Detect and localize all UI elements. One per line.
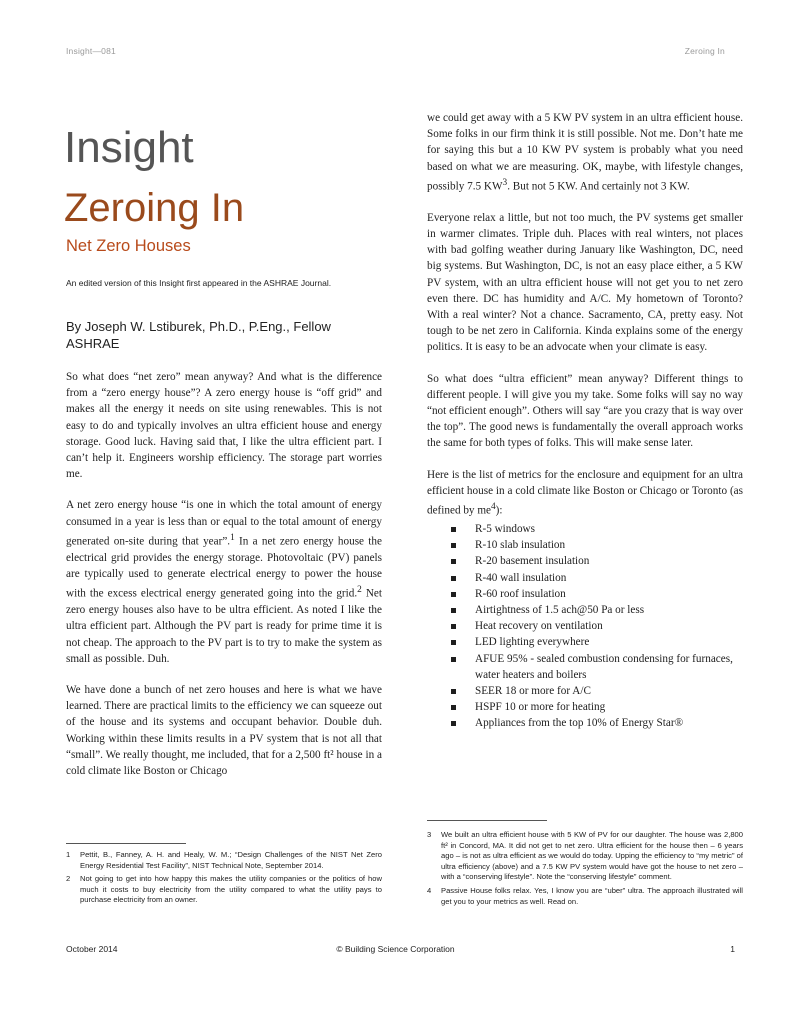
- metric-item: R-40 wall insulation: [475, 570, 743, 586]
- footnote-text: We built an ultra efficient house with 5 KW of PV for our daughter. The house was 2,800 ft² in Concord, MA. It did not get to net zero. Ultra efficient for the house then – 6 years ago – is not as ultra efficient as we would do today. Upping the efficiency to “my metric” of ultra efficiency (above) and a 7.5 KW PV system would have got the house to net zero – with a “conserving lifestyle”. Note the “conserving lifestyle” comment.: [441, 830, 743, 882]
- metric-item: R-10 slab insulation: [475, 537, 743, 553]
- footnote-item: [427, 830, 743, 883]
- running-header-left: Insight—081: [66, 46, 116, 56]
- running-header-right: Zeroing In: [684, 46, 725, 56]
- page-title: Insight: [64, 123, 194, 172]
- paragraph-4: [427, 110, 743, 195]
- footnote-ref-3[interactable]: 3: [502, 177, 508, 188]
- metric-item: SEER 18 or more for A/C: [475, 683, 743, 699]
- metric-item: Heat recovery on ventilation: [475, 618, 743, 634]
- paragraph-7-text-a: Here is the list of metrics for the enclosure and equipment for an ultra efficient house in a cold climate like Boston or Chicago or Toronto (as defined by me: [427, 468, 743, 517]
- footnote-number: 2: [66, 874, 71, 884]
- footnote-item: [427, 886, 743, 907]
- metric-item: Appliances from the top 10% of Energy Star®: [475, 715, 743, 731]
- footnote-text: Pettit, B., Fanney, A. H. and Healy, W. M.; “Design Challenges of the NIST Net Zero Energy Residential Test Facility”, NIST Technical Note, September 2014.: [80, 850, 382, 870]
- metric-item: R-20 basement insulation: [475, 553, 743, 569]
- page-number: 1: [730, 944, 735, 954]
- paragraph-2-text-c: Net zero energy houses also have to be ultra efficient. As noted I like the ultra efficient part. Although the PV part is ready for prime time it is not cheap. The approach to the PV part is to try to make the system as small as possible. Duh.: [66, 587, 383, 665]
- footnote-item: [66, 874, 382, 906]
- right-column: [427, 110, 743, 732]
- article-subtitle: Net Zero Houses: [66, 237, 191, 255]
- left-column: [66, 369, 382, 794]
- metric-item: AFUE 95% - sealed combustion condensing for furnaces, water heaters and boilers: [475, 651, 743, 683]
- paragraph-7: [427, 467, 743, 519]
- footnotes-left: [66, 850, 382, 909]
- footnote-item: [66, 850, 382, 871]
- paragraph-4-text-b: . But not 5 KW. And certainly not 3 KW.: [507, 180, 690, 193]
- author-byline: By Joseph W. Lstiburek, Ph.D., P.Eng., Fellow ASHRAE: [66, 319, 331, 351]
- metric-item: LED lighting everywhere: [475, 634, 743, 650]
- footnote-divider-right: [427, 820, 547, 821]
- paragraph-2-text-a: A net zero energy house “is one in which the total amount of energy consumed in a year is less than or equal to the total amount of energy generated on-site during that year”.: [66, 499, 382, 548]
- footnote-number: 3: [427, 830, 432, 839]
- metric-item: R-5 windows: [475, 521, 743, 537]
- footnote-ref-4[interactable]: 4: [491, 502, 496, 512]
- footnote-text: Passive House folks relax. Yes, I know you are “uber” ultra. The approach illustrated will get you to your metrics as well. Read on.: [441, 885, 743, 906]
- footer-copyright: © Building Science Corporation: [336, 944, 455, 954]
- paragraph-6: So what does “ultra efficient” mean anyway? Different things to different people. I will give you my take. Some folks will say no way “not efficient enough”. Others will say “are you crazy that is way over the top”. The good news is fundamentally the overall approach works the same for both types of folks. This will make sense later.: [427, 372, 743, 450]
- article-title: Zeroing In: [64, 186, 245, 230]
- footnote-divider-left: [66, 843, 186, 844]
- footnote-ref-2[interactable]: 2: [357, 585, 362, 596]
- footnotes-right: [427, 830, 743, 910]
- publication-note: An edited version of this Insight first appeared in the ASHRAE Journal.: [66, 278, 332, 288]
- paragraph-7-text-b: ):: [495, 504, 503, 517]
- paragraph-4-text-a: we could get away with a 5 KW PV system in an ultra efficient house. Some folks in our firm think it is still possible. Not me. Don’t hate me for saying this but a 10 KW PV system is probably what you need based on what we are measuring. OK, maybe, with lifestyle changes, possibly 7.5 KW: [427, 112, 743, 193]
- metric-item: Airtightness of 1.5 ach@50 Pa or less: [475, 602, 743, 618]
- paragraph-2-text-b: In a net zero energy house the electrical grid provides the energy storage. Photovoltaic (PV) panels are typically used to generate electrical energy to power the house with the excess electrical energy generated going into the grid.: [66, 535, 382, 600]
- metrics-list: [427, 521, 743, 732]
- footnote-number: 4: [427, 885, 432, 895]
- footnote-text: Not going to get into how happy this makes the utility companies or the politics of how much it costs to buy electricity from the utility compared to what the utility pays to purchase electricity from an owner.: [80, 874, 382, 905]
- paragraph-1: So what does “net zero” mean anyway? And what is the difference from a “zero energy house”? A zero energy house is “off grid” and makes all the energy it needs on site using renewables. This is not easy to do and typically involves an ultra efficient house and energy storage. Good luck. Having said that, I like the ultra efficient part. I can’t help it. Engineers worship efficiency. The storage part worries me.: [66, 371, 382, 481]
- footnote-ref-1[interactable]: 1: [230, 532, 235, 543]
- footnote-number: 1: [66, 850, 71, 859]
- paragraph-3: We have done a bunch of net zero houses and here is what we have learned. There are practical limits to the efficiency we can squeeze out of the house and its systems and occupant behavior. Double duh. Working within these limits results in a PV system that is not all that “small”. We really thought, me included, that for a 2,500 ft² house in a cold climate like Boston or Chicago: [66, 683, 382, 777]
- paragraph-2: [66, 497, 382, 667]
- metric-item: HSPF 10 or more for heating: [475, 699, 743, 715]
- metric-item: R-60 roof insulation: [475, 586, 743, 602]
- footer-date: October 2014: [66, 944, 118, 954]
- paragraph-5: Everyone relax a little, but not too much, the PV systems get smaller in warmer climates. Triple duh. Places with real winters, not places with bad golfing weather during January like Washington, DC, need big systems. But Washington, DC, is not an easy place either, a 5 KW PV system, with an ultra efficient house will not get you to net zero even there. DC has humidity and A/C. My hometown of Toronto? With a real winter? Not a chance. Sacramento, CA, pretty easy. Not tough to be net zero in California. Kinda explains some of the energy politics. It is easy to be an advocate when your climate is easy.: [427, 211, 743, 354]
